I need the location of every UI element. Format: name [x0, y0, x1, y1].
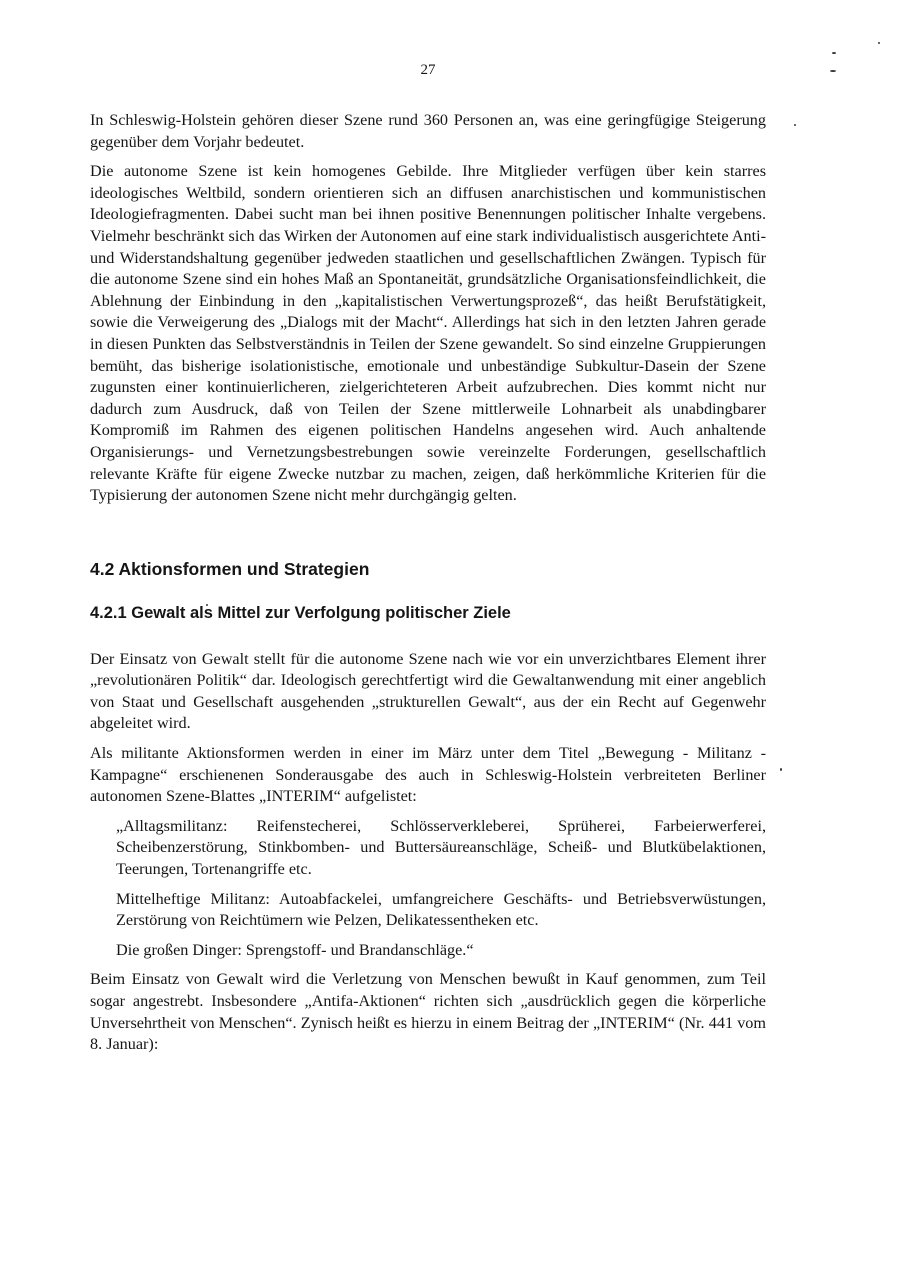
quote-alltagsmilitanz: „Alltagsmilitanz: Reifenstecherei, Schlösserverkleberei, Sprüherei, Farbeierwerferei, Scheibenzerstörung, Stinkbomben- und Buttersäureanschläge, Scheiß- und Blutkübelaktionen, Teerungen, Tortenangriffe etc. [116, 816, 766, 879]
subsection-heading: 4.2.1 Gewalt als Mittel zur Verfolgung politischer Ziele [90, 603, 511, 622]
page-number: 27 [420, 62, 436, 78]
paragraph-gewalt: Der Einsatz von Gewalt stellt für die autonome Szene nach wie vor ein unverzichtbares Element ihrer „revolutionären Politik“ dar. Ideologisch gerechtfertigt wird die Gewaltanwendung mit einer angeblich von Staat und Gesellschaft ausgehenden „strukturellen Gewalt“, aus der ein Recht auf Gegenwehr abgeleitet wird. [90, 649, 766, 733]
document-body [90, 110, 766, 1056]
paragraph-final: Beim Einsatz von Gewalt wird die Verletzung von Menschen bewußt in Kauf genommen, zum Teil sogar angestrebt. Insbesondere „Antifa-Aktionen“ richten sich „ausdrücklich gegen die körperliche Unversehrtheit von Menschen“. Zynisch heißt es hierzu in einem Beitrag der „INTERIM“ (Nr. 441 vom 8. Januar): [90, 970, 766, 1054]
scan-speck [794, 124, 796, 126]
paragraph-aktionsformen: Als militante Aktionsformen werden in einer im März unter dem Titel „Bewegung - Militanz - Kampagne“ erschienenen Sonderausgabe des auch in Schleswig-Holstein verbreiteten Berliner autonomen Szene-Blattes „INTERIM“ aufgelistet: [90, 744, 766, 806]
scan-speck [832, 52, 836, 54]
paragraph-autonome-szene: Die autonome Szene ist kein homogenes Gebilde. Ihre Mitglieder verfügen über kein starres ideologisches Weltbild, sondern orientieren sich an diffusen anarchistischen und kommunistischen Ideologiefragmenten. Dabei sucht man bei ihnen positive Benennungen politischer Inhalte vergebens. Vielmehr beschränkt sich das Wirken der Autonomen auf eine stark individualistisch ausgerichtete Anti- und Widerstandshaltung gegenüber jedweden staatlichen und gesellschaftlichen Zwängen. Typisch für die autonome Szene sind ein hohes Maß an Spontaneität, grundsätzliche Organisationsfeindlichkeit, die Ablehnung der Einbindung in den „kapitalistischen Verwertungsprozeß“, das heißt Berufstätigkeit, sowie die Verweigerung des „Dialogs mit der Macht“. Allerdings hat sich in den letzten Jahren gerade in diesen Punkten das Selbstverständnis in Teilen der Szene gewandelt. So sind einzelne Gruppierungen bemüht, das bisherige isolationistische, emotionale und unbeständige Subkultur-Dasein der Szene zugunsten einer kontinuierlicheren, zielgerichteteren Arbeit aufzubrechen. Dies kommt nicht nur dadurch zum Ausdruck, daß von Teilen der Szene mittlerweile Lohnarbeit als unabdingbarer Kompromiß im Rahmen des eigenen politischen Handelns angesehen wird. Auch anhaltende Organisierungs- und Vernetzungsbestrebungen sowie vereinzelte Forderungen, gesellschaftlich relevante Kräfte für eigene Zwecke nutzbar zu machen, zeigen, daß herkömmliche Kriterien für die Typisierung der autonomen Szene nicht mehr durchgängig gelten. [90, 162, 766, 505]
section-heading: 4.2 Aktionsformen und Strategien [90, 558, 370, 579]
quote-grosse-dinger: Die großen Dinger: Sprengstoff- und Brandanschläge.“ [116, 940, 474, 959]
block-quote [116, 816, 766, 962]
quote-mittelheftige-militanz: Mittelheftige Militanz: Autoabfackelei, umfangreichere Geschäfts- und Betriebsverwüstungen, Zerstörung von Reichtümern wie Pelzen, Delikatessentheken etc. [116, 889, 766, 930]
scan-speck [878, 42, 880, 44]
scan-speck [780, 768, 782, 771]
paragraph-intro: In Schleswig-Holstein gehören dieser Szene rund 360 Personen an, was eine geringfügige Steigerung gegenüber dem Vorjahr bedeutet. [90, 111, 766, 151]
